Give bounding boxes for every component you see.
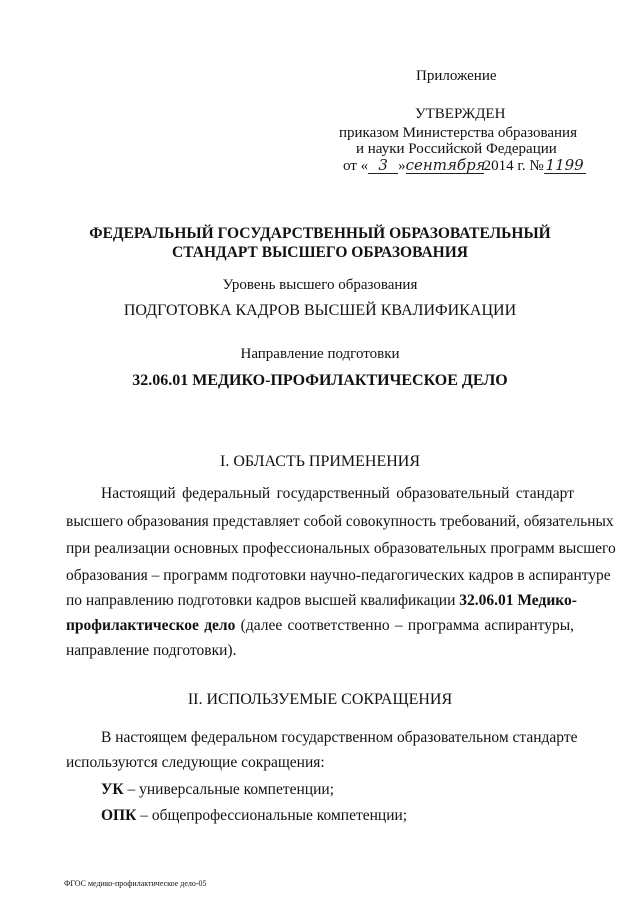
direction-label: Направление подготовки	[240, 346, 400, 362]
order-date-line	[343, 157, 586, 175]
section-1-line-2: высшего образования представляет собой совокупность требований, обязательных	[66, 513, 614, 530]
program-code-bold: 32.06.01 Медико-	[459, 592, 577, 609]
abbreviation-uk-code: УК	[101, 781, 124, 798]
section-1-line-1: Настоящий федеральный государственный образовательный стандарт	[101, 485, 574, 502]
section-1-line-4: образования – программ подготовки научно-педагогических кадров в аспирантуре	[66, 567, 611, 584]
section-1-heading: I. ОБЛАСТЬ ПРИМЕНЕНИЯ	[219, 453, 421, 470]
section-1-line-6	[66, 617, 574, 635]
direction-value: 32.06.01 МЕДИКО-ПРОФИЛАКТИЧЕСКОЕ ДЕЛО	[132, 372, 508, 389]
section-1-line-5	[66, 592, 577, 610]
section-1-line-6-plain: (далее соответственно – программа аспирантуры,	[240, 617, 575, 634]
section-1-line-7: направление подготовки).	[66, 642, 237, 659]
date-year: 2014 г. №	[483, 158, 544, 174]
abbreviation-uk-text: – универсальные компетенции;	[127, 781, 334, 798]
date-month-handwritten: сентября	[405, 156, 486, 174]
date-day-handwritten: 3	[368, 158, 398, 174]
order-line-2: и науки Российской Федерации	[356, 141, 557, 157]
page-footer: ФГОС медико-профилактическое дело-05	[64, 879, 207, 888]
abbreviation-opk	[101, 807, 407, 825]
section-2-line-2: используются следующие сокращения:	[66, 754, 325, 771]
section-1-line-5-plain: по направлению подготовки кадров высшей квалификации	[66, 592, 456, 609]
document-title-line-1: ФЕДЕРАЛЬНЫЙ ГОСУДАРСТВЕННЫЙ ОБРАЗОВАТЕЛЬНЫЙ	[89, 225, 551, 242]
program-name-bold: профилактическое дело	[66, 617, 236, 634]
date-mid: »	[398, 158, 406, 174]
date-prefix: от «	[343, 158, 369, 174]
education-level-value: ПОДГОТОВКА КАДРОВ ВЫСШЕЙ КВАЛИФИКАЦИИ	[123, 302, 517, 319]
appendix-label: Приложение	[416, 68, 497, 84]
education-level-label: Уровень высшего образования	[222, 277, 418, 293]
abbreviation-opk-code: ОПК	[101, 807, 137, 824]
document-title-line-2: СТАНДАРТ ВЫСШЕГО ОБРАЗОВАНИЯ	[172, 244, 468, 261]
section-2-line-1: В настоящем федеральном государственном образовательном стандарте	[101, 729, 578, 746]
section-1-line-3: при реализации основных профессиональных образовательных программ высшего	[66, 540, 616, 557]
abbreviation-uk	[101, 781, 334, 799]
approved-label: УТВЕРЖДЕН	[415, 106, 506, 122]
section-2-heading: II. ИСПОЛЬЗУЕМЫЕ СОКРАЩЕНИЯ	[187, 691, 453, 708]
order-number-handwritten: 1199	[545, 156, 584, 174]
abbreviation-opk-text: – общепрофессиональные компетенции;	[140, 807, 408, 824]
order-line-1: приказом Министерства образования	[339, 125, 577, 141]
